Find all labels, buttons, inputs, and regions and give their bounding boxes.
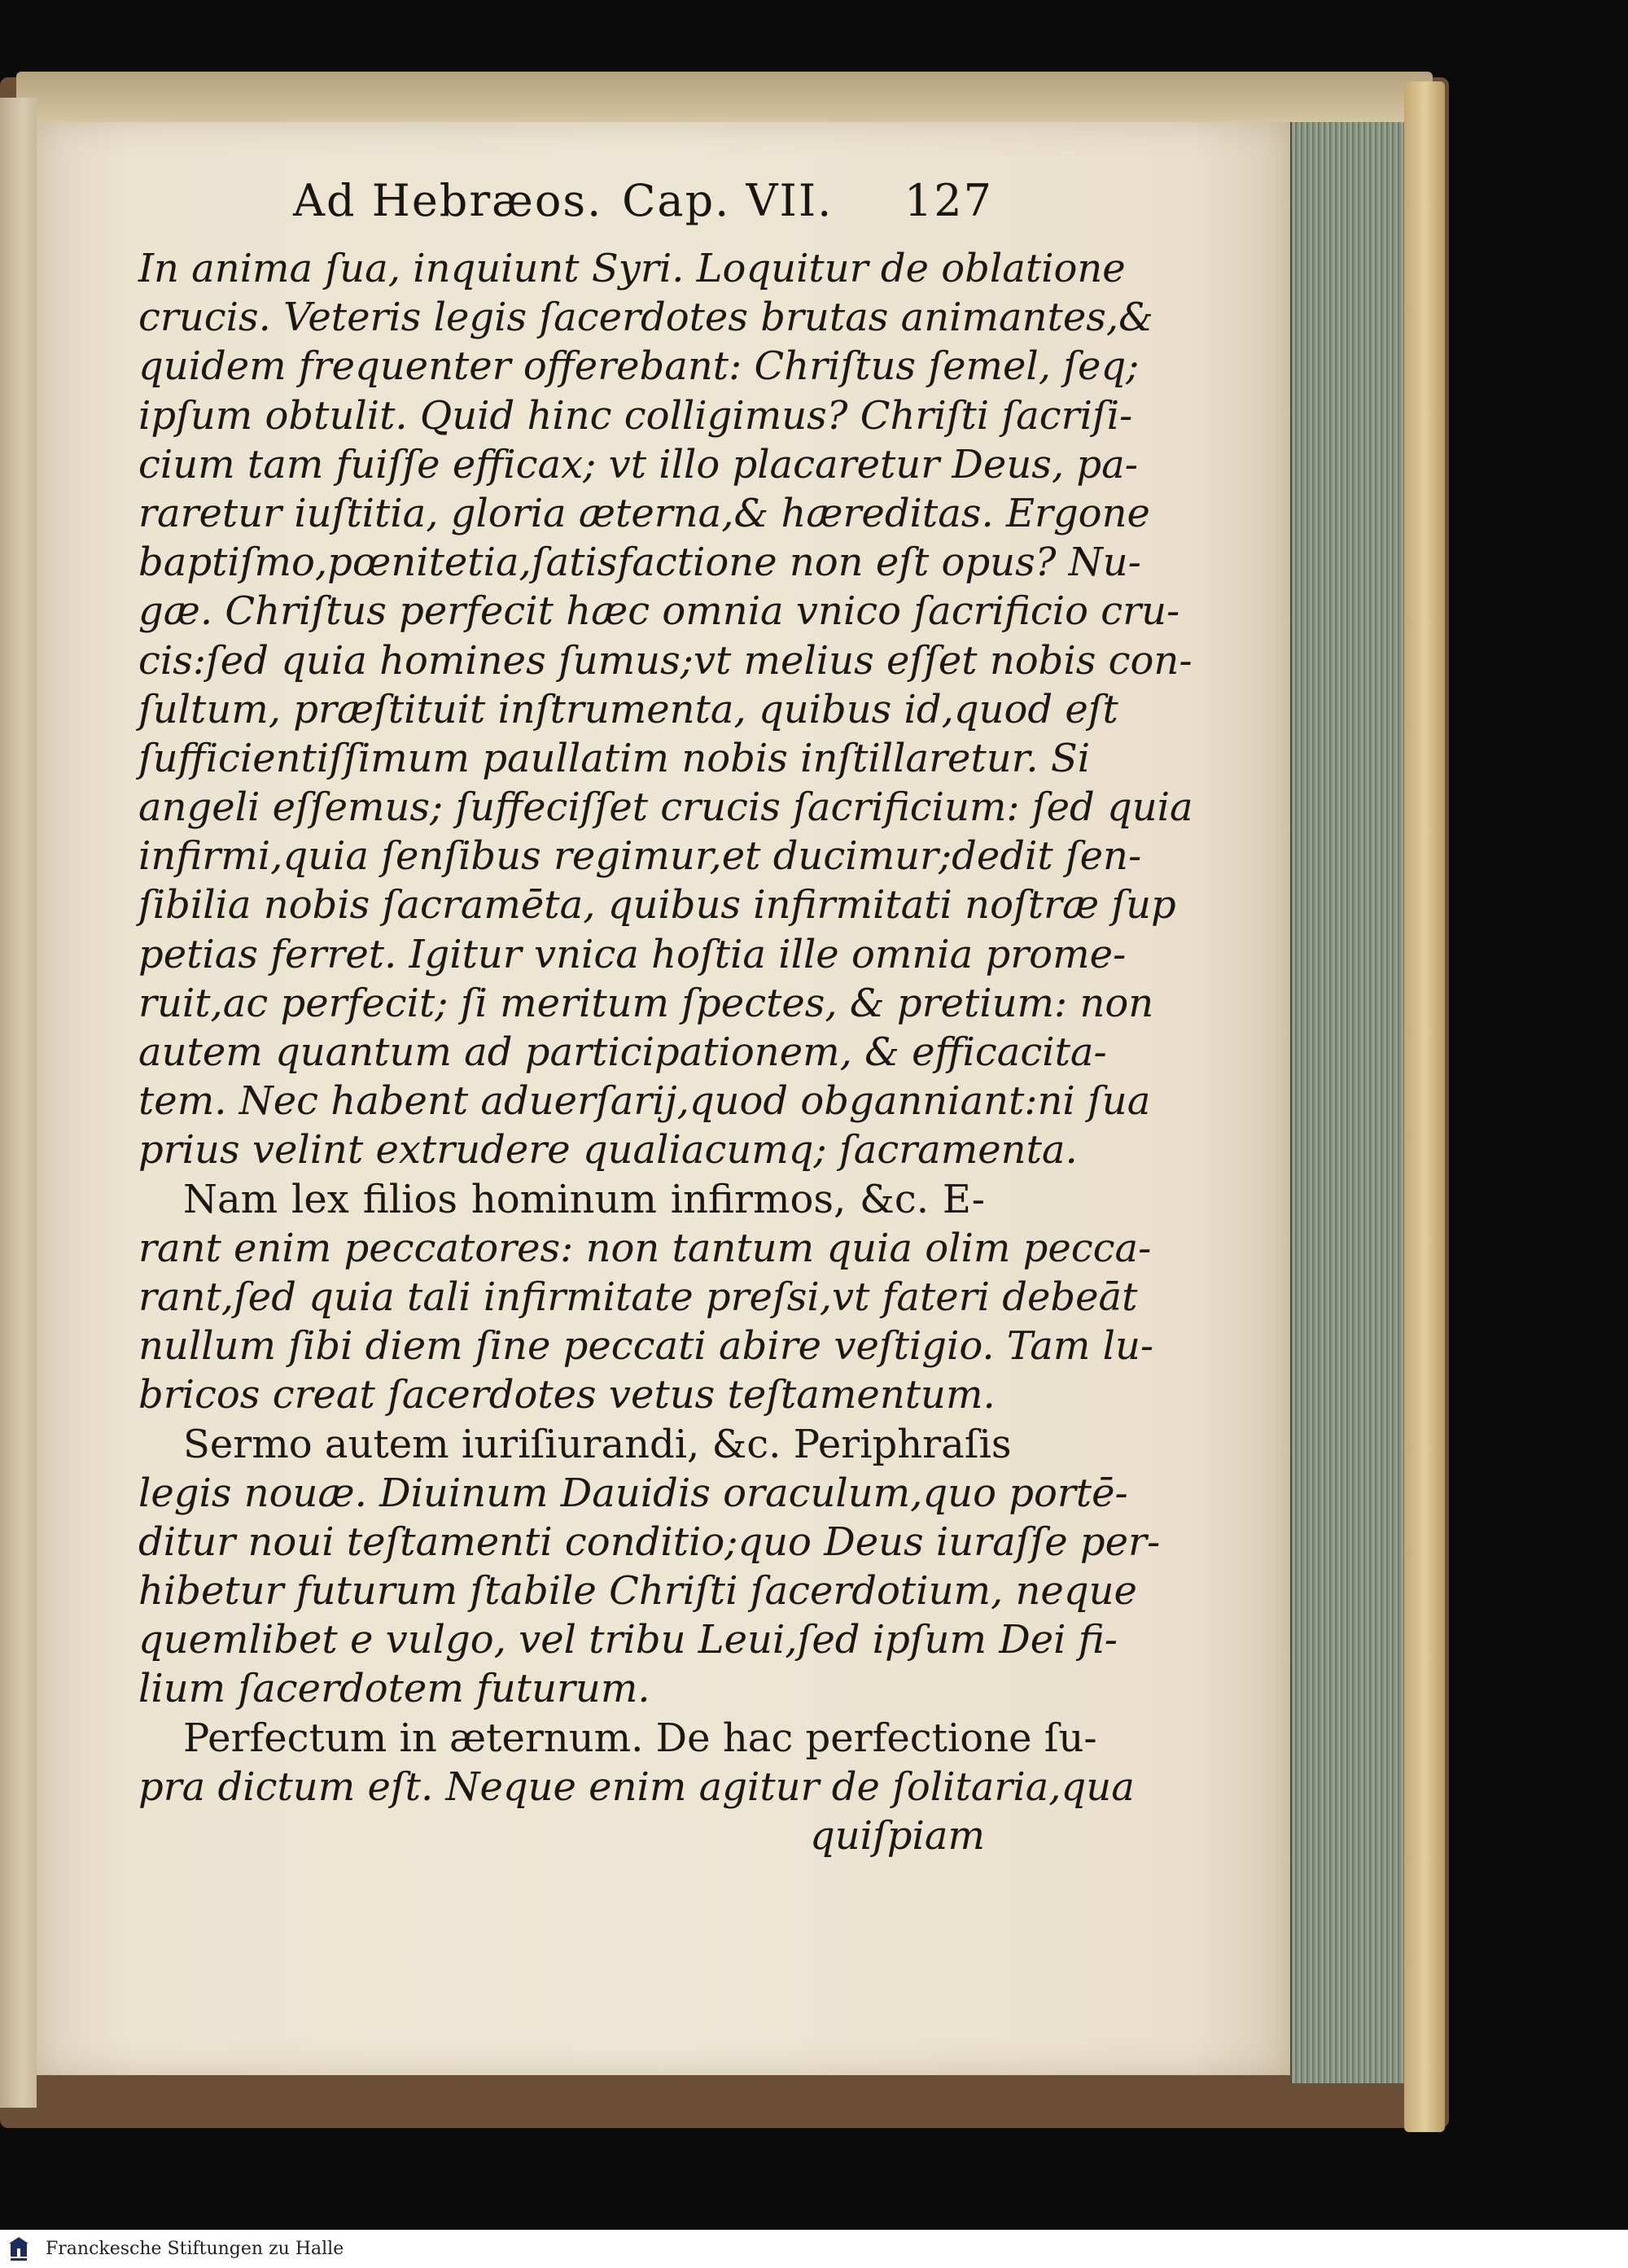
text-line: autem quantum ad participationem, & efficacita- [138,1029,1107,1075]
page-text [138,244,1193,1860]
text-line: quemlibet e vulgo, vel tribu Leui,ſed ipſum Dei fi- [138,1617,1118,1663]
binding-board [1404,81,1445,2132]
text-line: In anima ſua, inquiunt Syri. Loquitur de oblatione [138,246,1126,291]
text-line: gæ. Chriſtus perfecit hæc omnia vnico ſacrificio cru- [138,588,1180,635]
text-line: crucis. Veteris legis ſacerdotes brutas animantes,& [138,295,1153,341]
text-line: cium tam fuiſſe efficax; vt illo placaretur Deus, pa- [138,441,1138,487]
text-line: ipſum obtulit. Quid hinc colligimus? Chriſti ſacriſi- [138,392,1133,439]
running-head-title: Ad Hebræos. [293,175,603,226]
text-line: rant enim peccatores: non tantum quia olim pecca- [138,1225,1152,1271]
text-line: quidem frequenter offerebant: Chriſtus ſemel, ſeq; [138,343,1140,390]
text-line: bricos creat ſacerdotes vetus teſtamentum. [138,1372,996,1418]
text-line: baptiſmo,pœnitetia,ſatisfactione non eſt opus? Nu- [138,540,1141,586]
text-line: ſibilia nobis ſacramēta, quibus infirmitati noſtræ ſup [138,882,1176,929]
text-line: tem. Nec habent aduerſarij,quod obganniant:ni ſua [138,1078,1151,1125]
text-line: legis nouæ. Diuinum Dauidis oraculum,quo portē- [138,1470,1128,1516]
lemma-line: Perfectum in æternum. De hac perfectione ſu- [183,1715,1097,1761]
page-block-edges [1290,122,1406,2083]
text-line: hibetur futurum ſtabile Chriſti ſacerdotium, neque [138,1568,1137,1615]
text-line: rant,ſed quia tali infirmitate preſsi,vt fateri debeāt [138,1274,1138,1320]
text-line: ſufficientiſſimum paullatim nobis inſtillaretur. Si [138,735,1091,781]
text-line: ruit,ac perfecit; ſi meritum ſpectes, & pretium: non [138,980,1154,1026]
text-line: angeli eſſemus; ſuffeciſſet crucis ſacrificium: ſed quia [138,784,1193,831]
page-number: 127 [904,175,993,226]
text-line: infirmi,quia ſenſibus regimur,et ducimur;dedit ſen- [138,833,1142,880]
text-line: lium ſacerdotem futurum. [138,1666,650,1712]
page-top-edge [16,72,1433,129]
running-head [293,175,993,224]
text-line: ſultum, præſtituit inſtrumenta, quibus id,quod eſt [138,686,1118,732]
running-head-chapter: Cap. VII. [622,175,834,226]
left-page-edge [0,98,37,2108]
text-line: pra dictum eſt. Neque enim agitur de ſolitaria,qua [138,1763,1135,1810]
franckesche-stiftungen-logo-icon [7,2234,31,2265]
lemma-line: Nam lex filios hominum infirmos, &c. E- [183,1176,985,1222]
institution-name: Franckesche Stiftungen zu Halle [46,2239,344,2259]
text-line: cis:ſed quia homines ſumus;vt melius eſſet nobis con- [138,637,1193,684]
text-line: raretur iuſtitia, gloria æterna,& hæreditas. Ergone [138,490,1150,536]
text-line: prius velint extrudere qualiacumq; ſacramenta. [138,1127,1078,1173]
text-line: nullum ſibi diem ſine peccati abire veſtigio. Tam lu- [138,1323,1154,1370]
footer-bar [0,2230,1628,2268]
text-line: petias ferret. Igitur vnica hoſtia ille omnia prome- [138,931,1127,977]
catchword: quiſpiam [810,1813,985,1859]
text-line: ditur noui teſtamenti conditio;quo Deus iuraſſe per- [138,1519,1161,1565]
lemma-line: Sermo autem iuriſiurandi, &c. Periphraſis [183,1421,1012,1467]
